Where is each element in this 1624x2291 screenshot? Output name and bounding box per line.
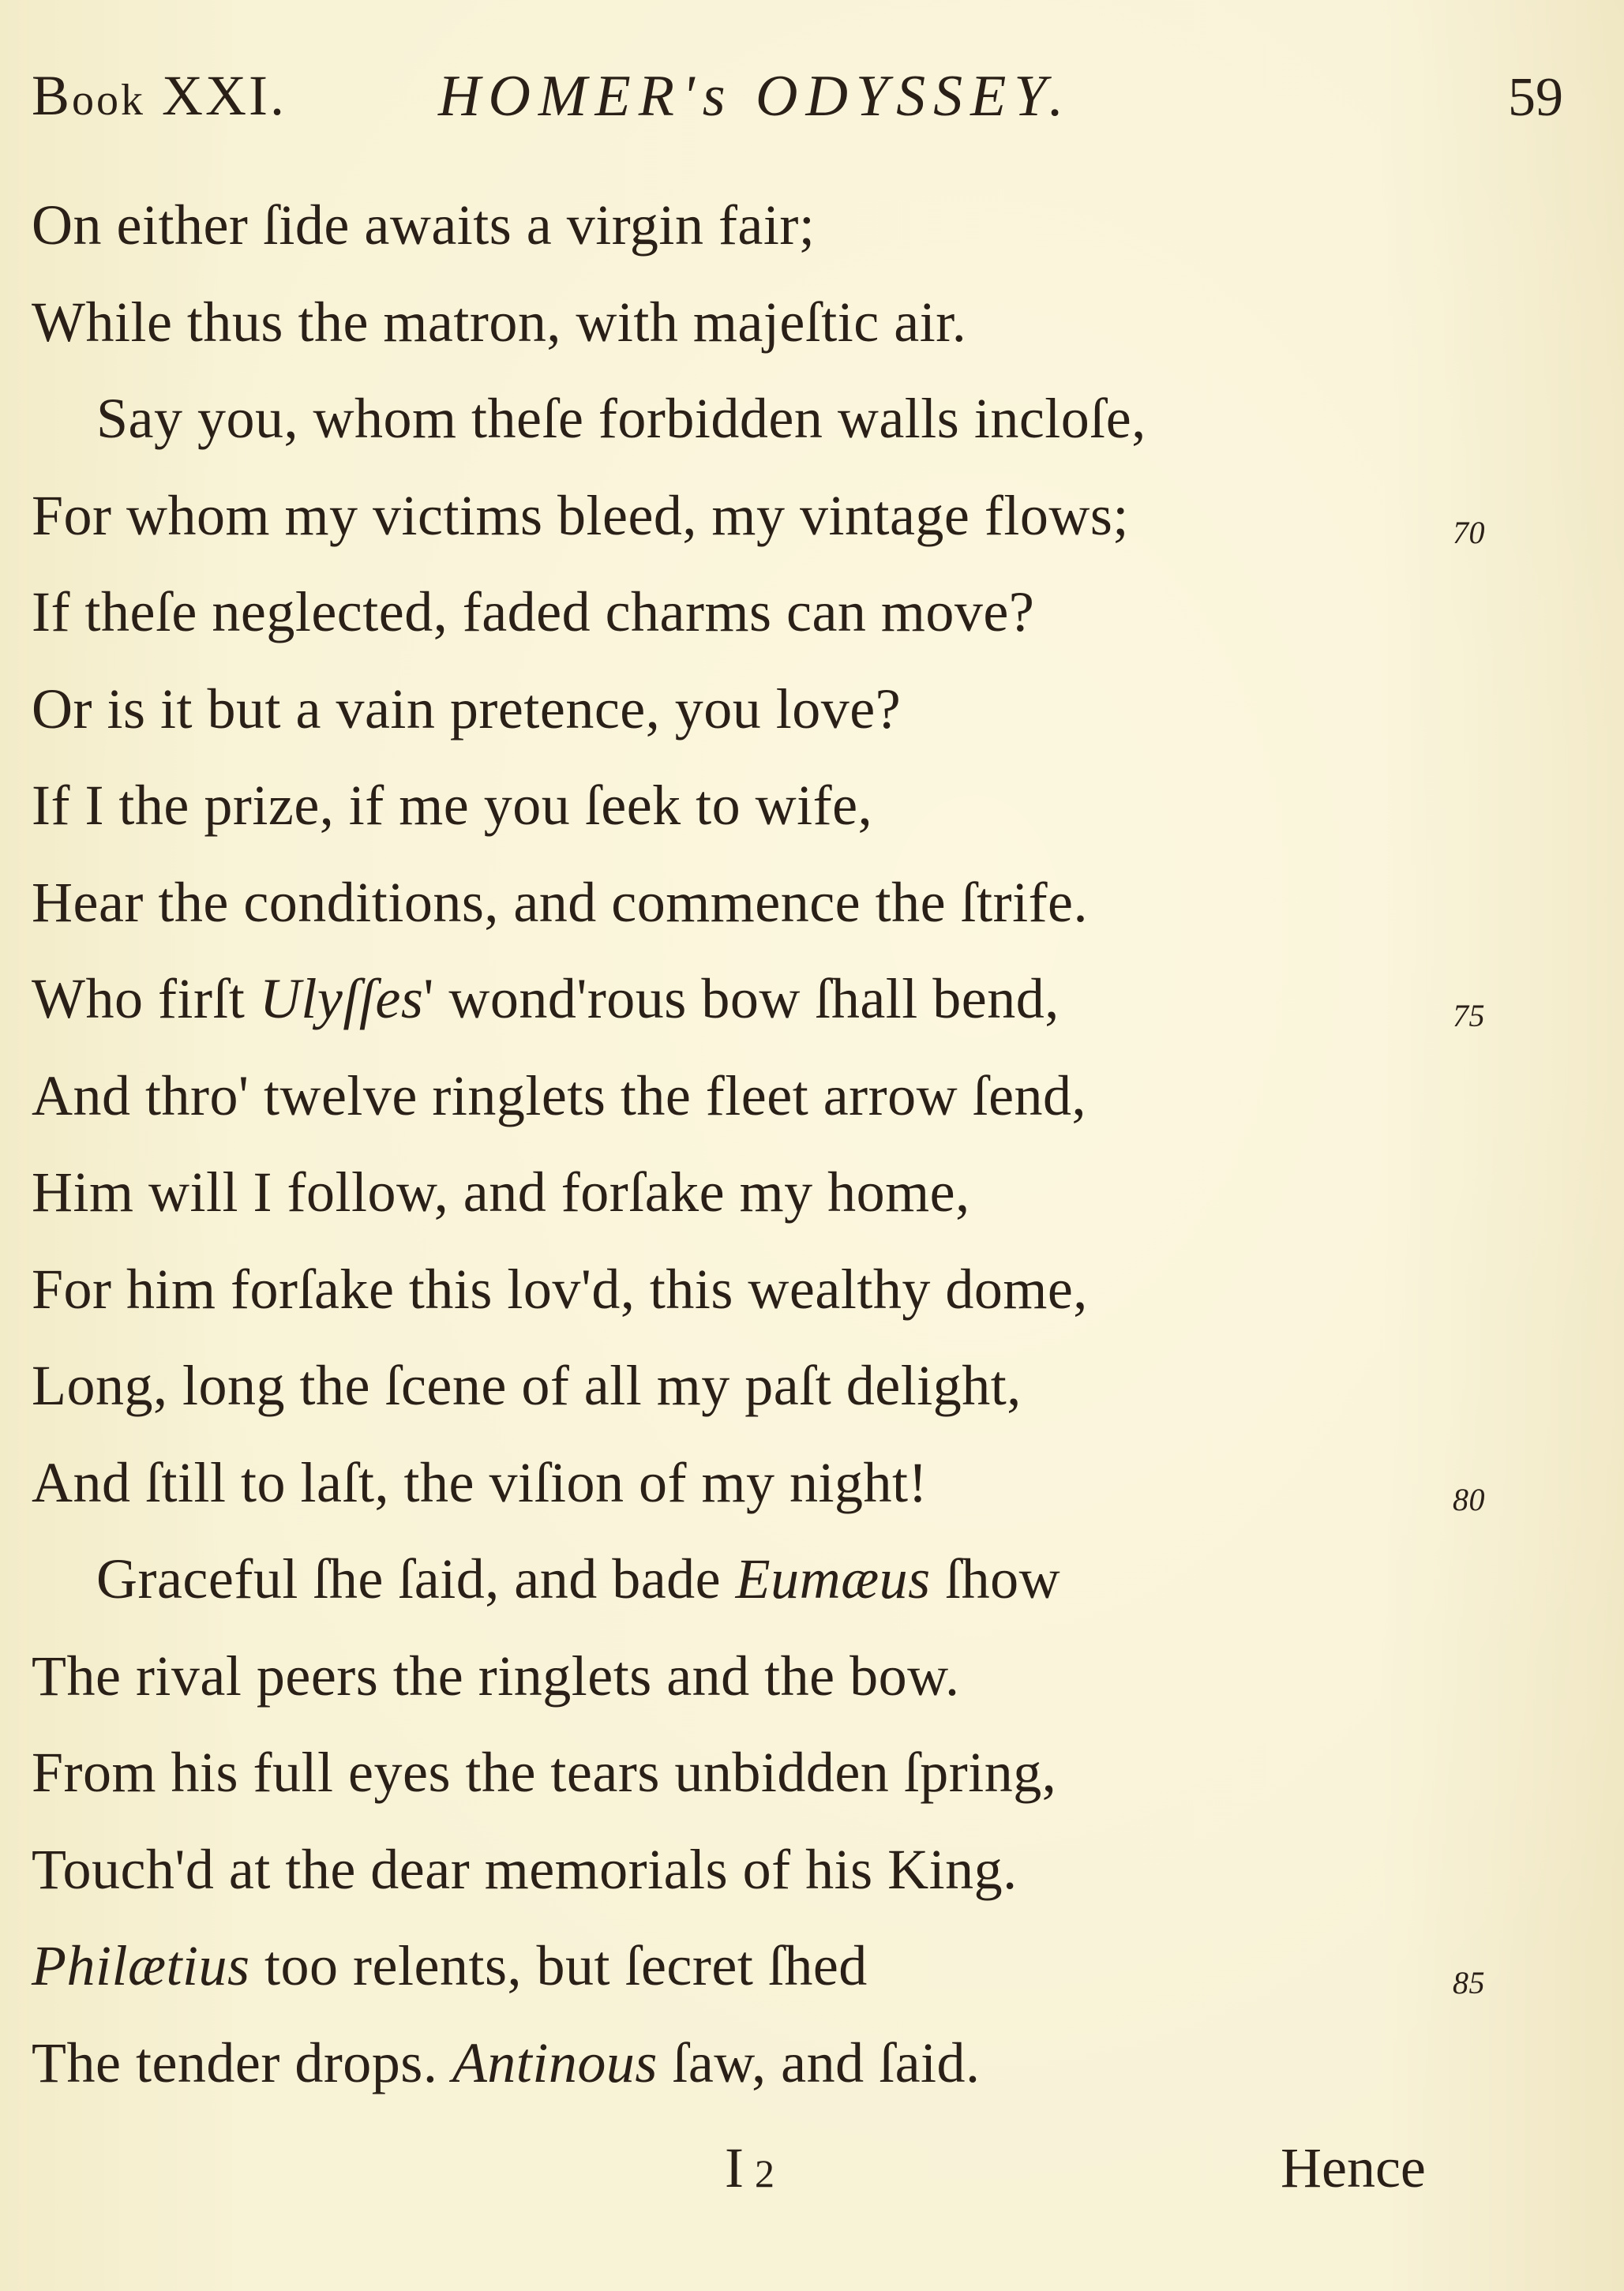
verse-line: Him will I follow, and forſake my home,	[32, 1160, 970, 1224]
verse-line: For whom my victims bleed, my vintage flows; 70	[32, 472, 1453, 569]
page-number: 59	[1508, 67, 1563, 128]
verse-line: Say you, whom theſe forbidden walls incloſe,	[96, 387, 1146, 450]
verse-line: The tender drops. Antinous ſaw, and ſaid.	[32, 2030, 981, 2094]
verse-line: Long, long the ſcene of all my paſt delight,	[32, 1354, 1022, 1417]
line-number: 70	[1453, 514, 1485, 550]
verse-line: And thro' twelve ringlets the fleet arrow ſend,	[32, 1063, 1087, 1127]
line-number: 85	[1453, 1965, 1485, 2000]
signature-mark: I2	[725, 2136, 786, 2199]
verse-line: Hear the conditions, and commence the ſtrife.	[32, 870, 1089, 934]
verse-line: Philætius too relents, but ſecret ſhed 85	[32, 1922, 1453, 2019]
verse-line: While thus the matron, with majeſtic air.	[32, 290, 967, 354]
verse-line: The rival peers the ringlets and the bow.	[32, 1644, 960, 1708]
verse-line: For him forſake this lov'd, this wealthy dome,	[32, 1257, 1088, 1321]
verse-line: From his full eyes the tears unbidden ſpring,	[32, 1741, 1057, 1804]
running-title: HOMER's ODYSSEY.	[438, 64, 1072, 129]
verse-line: And ſtill to laſt, the viſion of my night! 80	[32, 1439, 1453, 1536]
line-number: 80	[1453, 1481, 1485, 1517]
catchword: Hence	[1281, 2136, 1426, 2199]
verse-line: Or is it but a vain pretence, you love?	[32, 677, 902, 741]
verse-line: If theſe neglected, faded charms can move?	[32, 580, 1035, 643]
verse-line: If I the prize, if me you ſeek to wife,	[32, 774, 873, 837]
line-number: 75	[1453, 998, 1485, 1033]
verse-line: Who firſt Ulyſſes' wond'rous bow ſhall bend, 75	[32, 955, 1453, 1052]
verse-line: Touch'd at the dear memorials of his King.	[32, 1837, 1018, 1901]
verse-line: Graceful ſhe ſaid, and bade Eumæus ſhow	[96, 1547, 1061, 1610]
running-header	[32, 63, 1563, 142]
page-footer	[0, 2135, 1624, 2214]
book-label: Book XXI.	[32, 64, 287, 127]
verse-line: On either ſide awaits a virgin fair;	[32, 193, 816, 257]
poem-text	[32, 182, 1485, 2116]
